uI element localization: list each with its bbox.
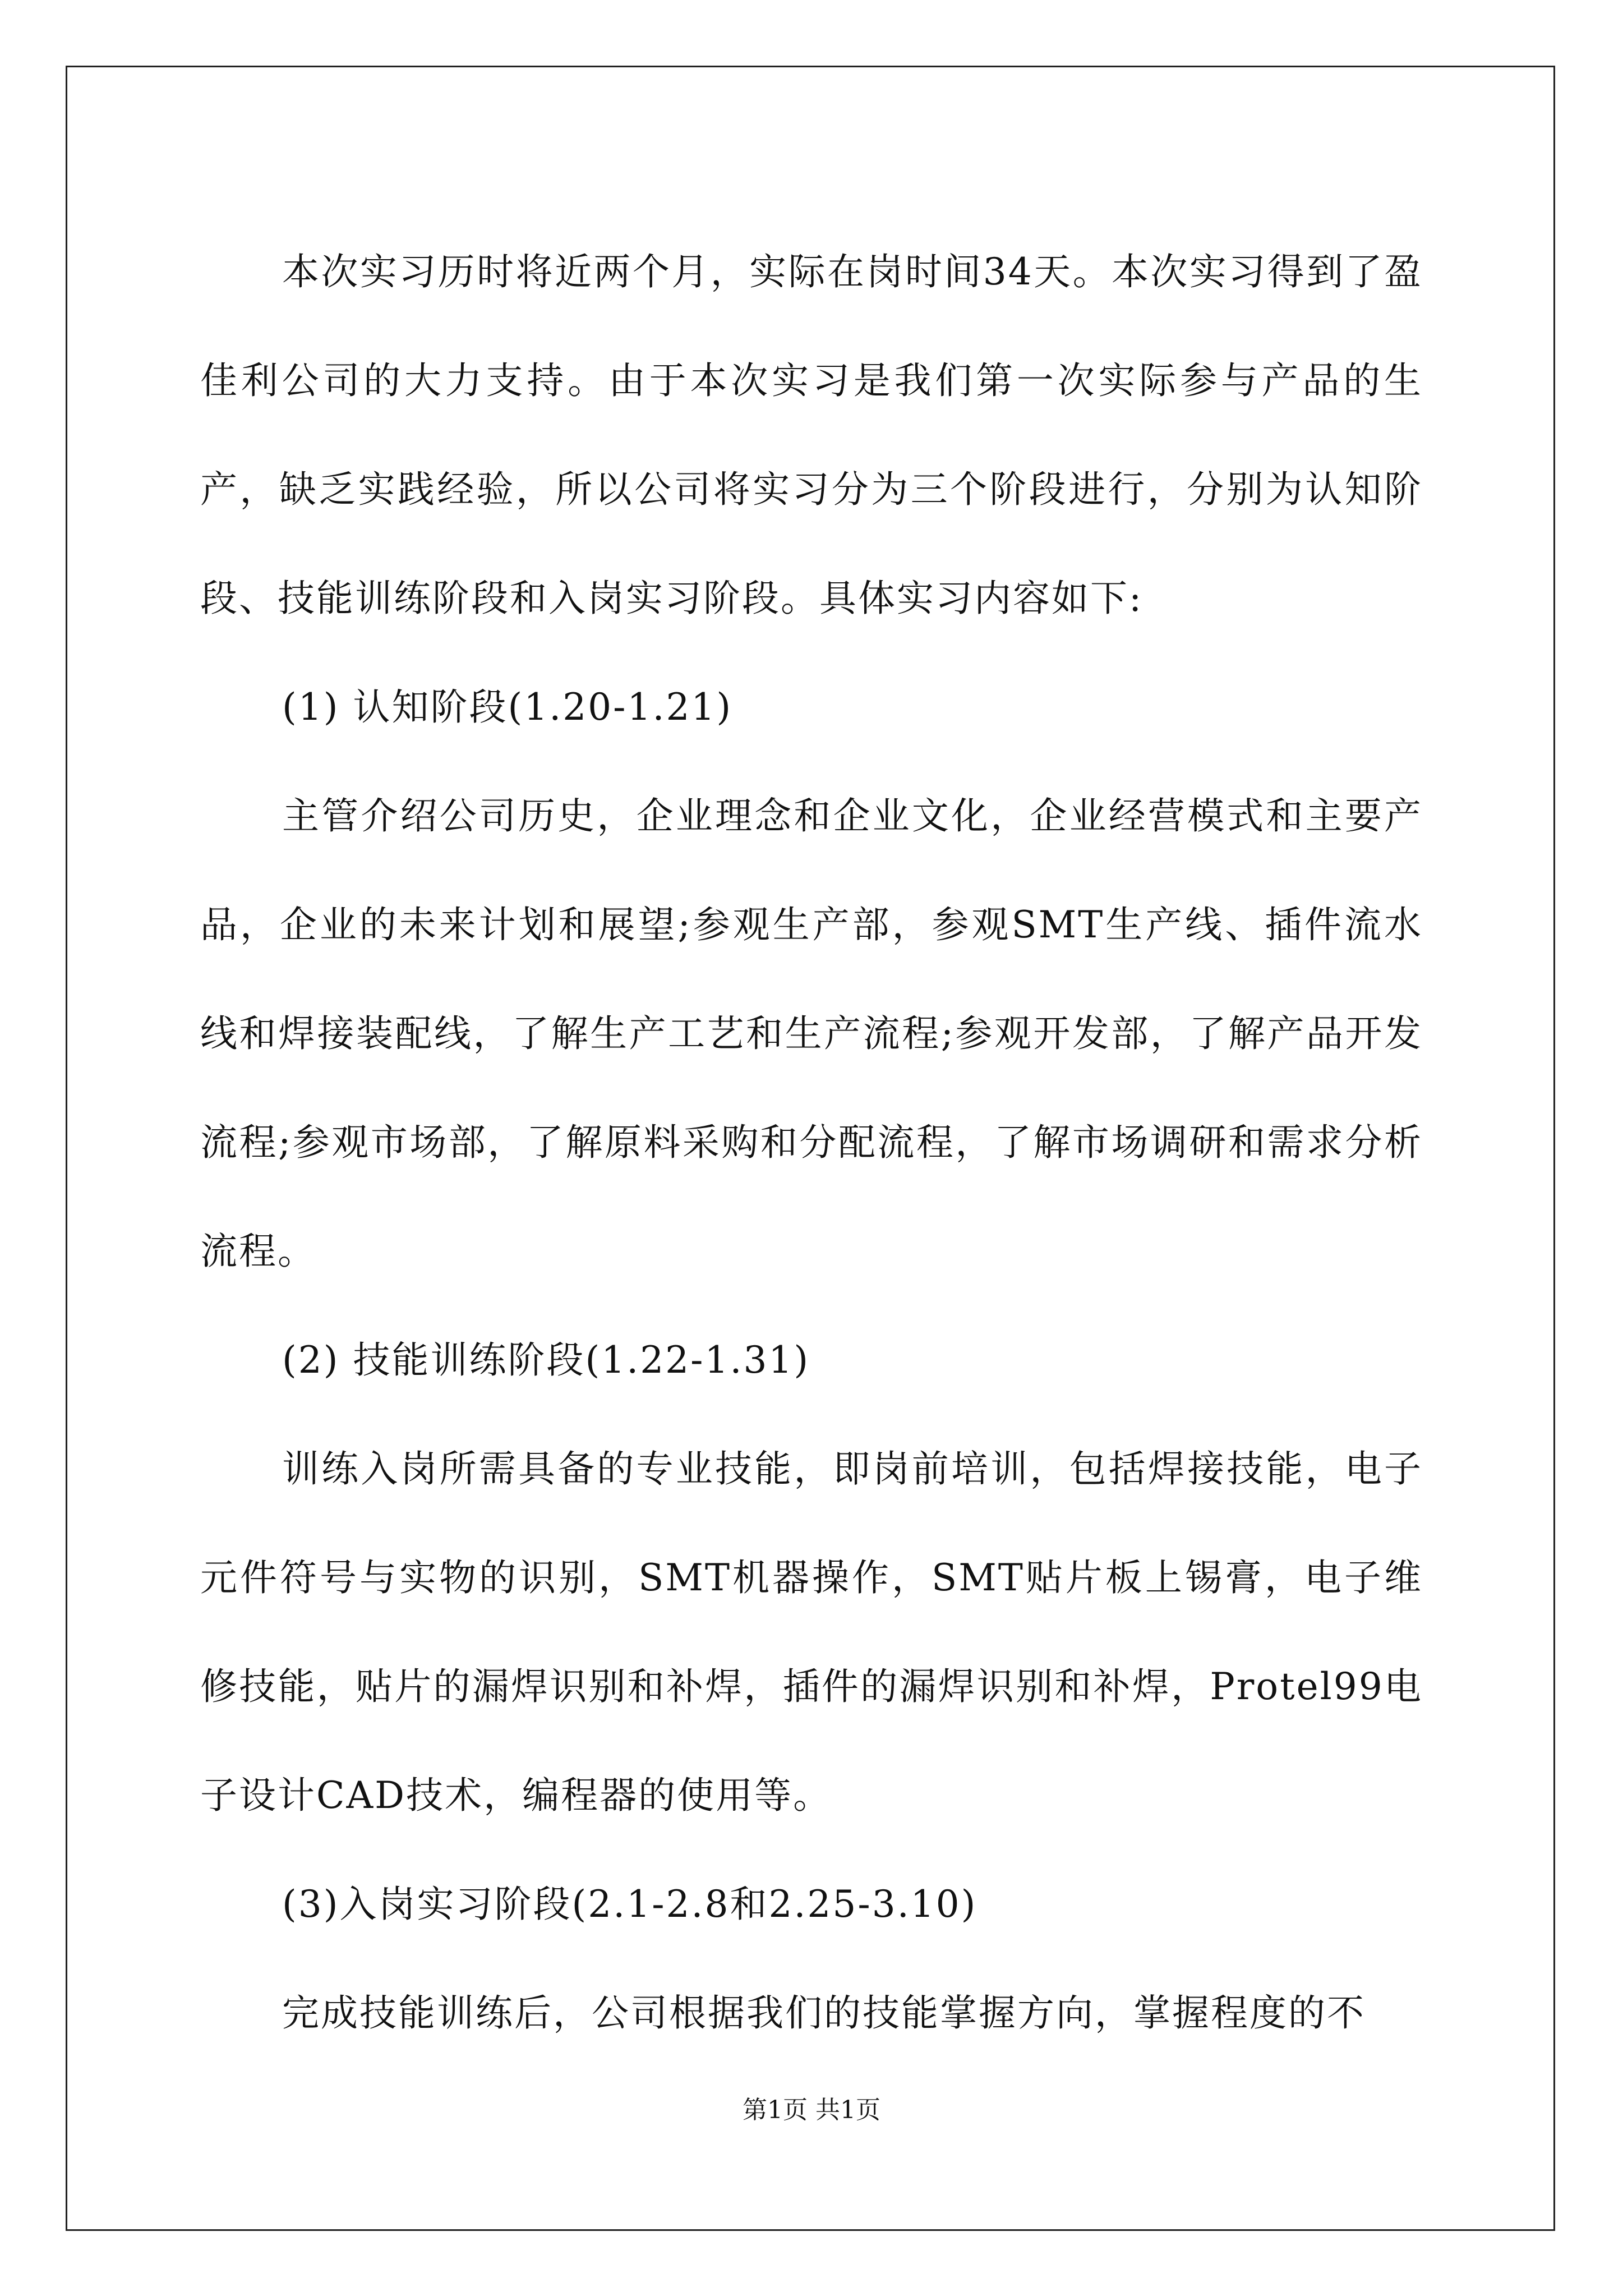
section-heading-1: (1) 认知阶段(1.20-1.21) (282, 685, 733, 729)
paragraph-cognition-stage: 主管介绍公司历史，企业理念和企业文化，企业经营模式和主要产品，企业的未来计划和展望;参观生产部，参观SMT生产线、插件流水线和焊接装配线，了解生产工艺和生产流程;参观开发部，了解产品开发流程;参观市场部，了解原料采购和分配流程，了解市场调研和需求分析流程。 (200, 794, 1423, 1273)
section-heading-3: (3)入岗实习阶段(2.1-2.8和2.25-3.10) (282, 1883, 978, 1926)
page-number-footer: 第1页 共1页 (743, 2096, 880, 2124)
paragraph-onboarding: 完成技能训练后，公司根据我们的技能掌握方向，掌握程度的不 (282, 1991, 1366, 2035)
paragraph-intro: 本次实习历时将近两个月，实际在岗时间34天。本次实习得到了盈佳利公司的大力支持。由于本次实习是我们第一次实际参与产品的生产，缺乏实践经验，所以公司将实习分为三个阶段进行，分别为认知阶段、技能训练阶段和入岗实习阶段。具体实习内容如下: (200, 250, 1423, 620)
paragraph-skill-training: 训练入岗所需具备的专业技能，即岗前培训，包括焊接技能，电子元件符号与实物的识别，SMT机器操作，SMT贴片板上锡膏，电子维修技能，贴片的漏焊识别和补焊，插件的漏焊识别和补焊，Protel99电子设计CAD技术，编程器的使用等。 (200, 1447, 1423, 1817)
document-body (200, 218, 1423, 2068)
section-heading-2: (2) 技能训练阶段(1.22-1.31) (282, 1338, 810, 1382)
